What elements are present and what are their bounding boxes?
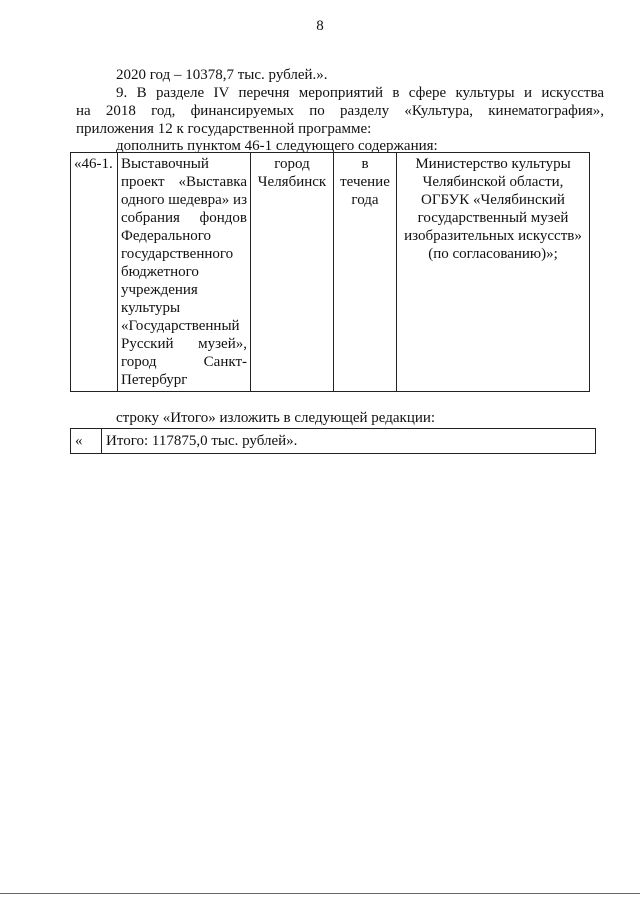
intro-line: 2020 год – 10378,7 тыс. рублей.».	[116, 67, 328, 83]
paragraph-9-line-3: приложения 12 к государственной программе:	[76, 121, 372, 137]
items-table	[70, 152, 590, 392]
item-number: «46-1.	[71, 153, 118, 392]
total-quote: «	[71, 429, 102, 454]
supplement-line: дополнить пунктом 46-1 следующего содержания:	[116, 138, 438, 154]
event-period: в течение года	[334, 153, 397, 392]
itogo-instruction: строку «Итого» изложить в следующей редакции:	[116, 410, 436, 426]
table-row	[71, 429, 596, 454]
bottom-divider	[0, 893, 640, 894]
total-table	[70, 428, 596, 454]
event-executors: Министерство культуры Челябинской области, ОГБУК «Челябинский государственный музей изобразительных искусств» (по согласованию)»;	[397, 153, 590, 392]
event-place: город Челябинск	[251, 153, 334, 392]
event-name: Выставочный проект «Выставка одного шедевра» из собрания фондов Федерального государственного бюджетного учреждения культуры «Государственный Русский музей», город Санкт-Петербург	[118, 153, 251, 392]
total-text: Итого: 117875,0 тыс. рублей».	[102, 429, 596, 454]
page-number: 8	[316, 18, 324, 34]
paragraph-9-line-2: на 2018 год, финансируемых по разделу «Культура, кинематография»,	[76, 103, 604, 119]
paragraph-9-line-1: 9. В разделе IV перечня мероприятий в сфере культуры и искусства	[116, 85, 604, 101]
table-row	[71, 153, 590, 392]
